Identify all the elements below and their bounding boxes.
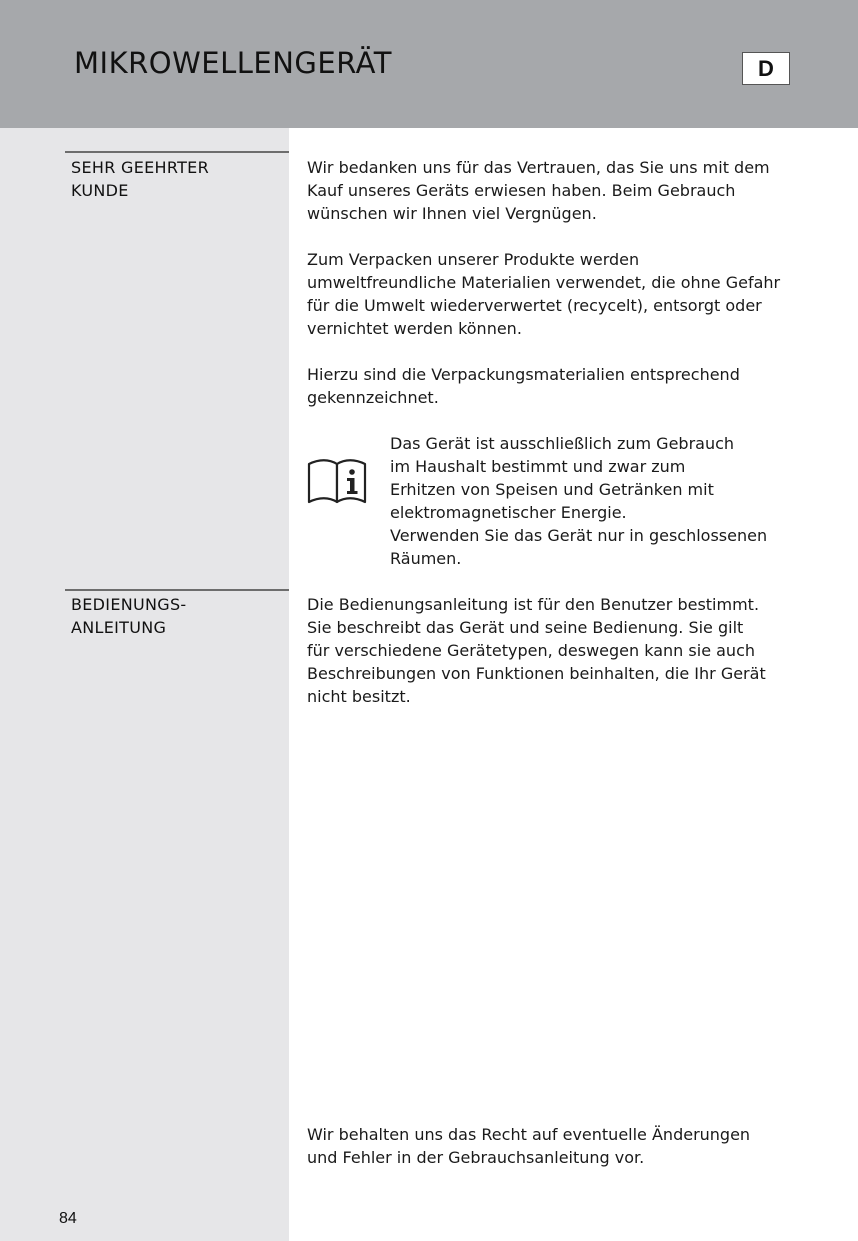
section-label-dear-customer: [71, 156, 281, 202]
sidebar: [0, 128, 289, 1241]
document-title: MIKROWELLENGERÄT: [74, 46, 392, 80]
text-line: nicht besitzt.: [307, 687, 411, 706]
section-label-line: BEDIENUNGS-: [71, 595, 187, 614]
text-line: Hierzu sind die Verpackungsmaterialien entsprechend: [307, 365, 740, 384]
text-line: Erhitzen von Speisen und Getränken mit: [390, 480, 714, 499]
text-line: umweltfreundliche Materialien verwendet, die ohne Gefahr: [307, 273, 781, 292]
text-line: vernichtet werden können.: [307, 319, 522, 338]
paragraph-manual: [307, 593, 787, 708]
text-line: Zum Verpacken unserer Produkte werden: [307, 250, 640, 269]
text-line: Räumen.: [390, 549, 462, 568]
section-divider: [65, 151, 289, 153]
text-line: im Haushalt bestimmt und zwar zum: [390, 457, 686, 476]
text-line: und Fehler in der Gebrauchsanleitung vor.: [307, 1148, 645, 1167]
text-line: Wir behalten uns das Recht auf eventuelle Änderungen: [307, 1125, 751, 1144]
section-label-line: SEHR GEEHRTER: [71, 158, 210, 177]
section-divider: [65, 589, 289, 591]
text-line: für verschiedene Gerätetypen, deswegen kann sie auch: [307, 641, 755, 660]
info-manual-icon: [307, 458, 367, 504]
paragraph-disclaimer: [307, 1123, 787, 1169]
text-line: für die Umwelt wiederverwertet (recycelt), entsorgt oder: [307, 296, 762, 315]
section-label-line: ANLEITUNG: [71, 618, 167, 637]
text-line: Verwenden Sie das Gerät nur in geschlossenen: [390, 526, 768, 545]
text-line: gekennzeichnet.: [307, 388, 439, 407]
text-line: Beschreibungen von Funktionen beinhalten, die Ihr Gerät: [307, 664, 766, 683]
text-line: Wir bedanken uns für das Vertrauen, das Sie uns mit dem: [307, 158, 770, 177]
text-line: Die Bedienungsanleitung ist für den Benutzer bestimmt.: [307, 595, 760, 614]
info-note: [390, 432, 790, 570]
section-label-line: KUNDE: [71, 181, 129, 200]
section-label-manual: [71, 593, 281, 639]
language-badge: D: [742, 52, 790, 85]
text-line: Das Gerät ist ausschließlich zum Gebrauch: [390, 434, 735, 453]
page-header: [0, 0, 858, 128]
page-number: 84: [59, 1210, 77, 1227]
text-line: elektromagnetischer Energie.: [390, 503, 627, 522]
text-line: wünschen wir Ihnen viel Vergnügen.: [307, 204, 597, 223]
paragraph-labeling: [307, 363, 787, 409]
paragraph-packaging: [307, 248, 787, 340]
text-line: Kauf unseres Geräts erwiesen haben. Beim Gebrauch: [307, 181, 736, 200]
paragraph-thanks: [307, 156, 787, 225]
text-line: Sie beschreibt das Gerät und seine Bedienung. Sie gilt: [307, 618, 744, 637]
